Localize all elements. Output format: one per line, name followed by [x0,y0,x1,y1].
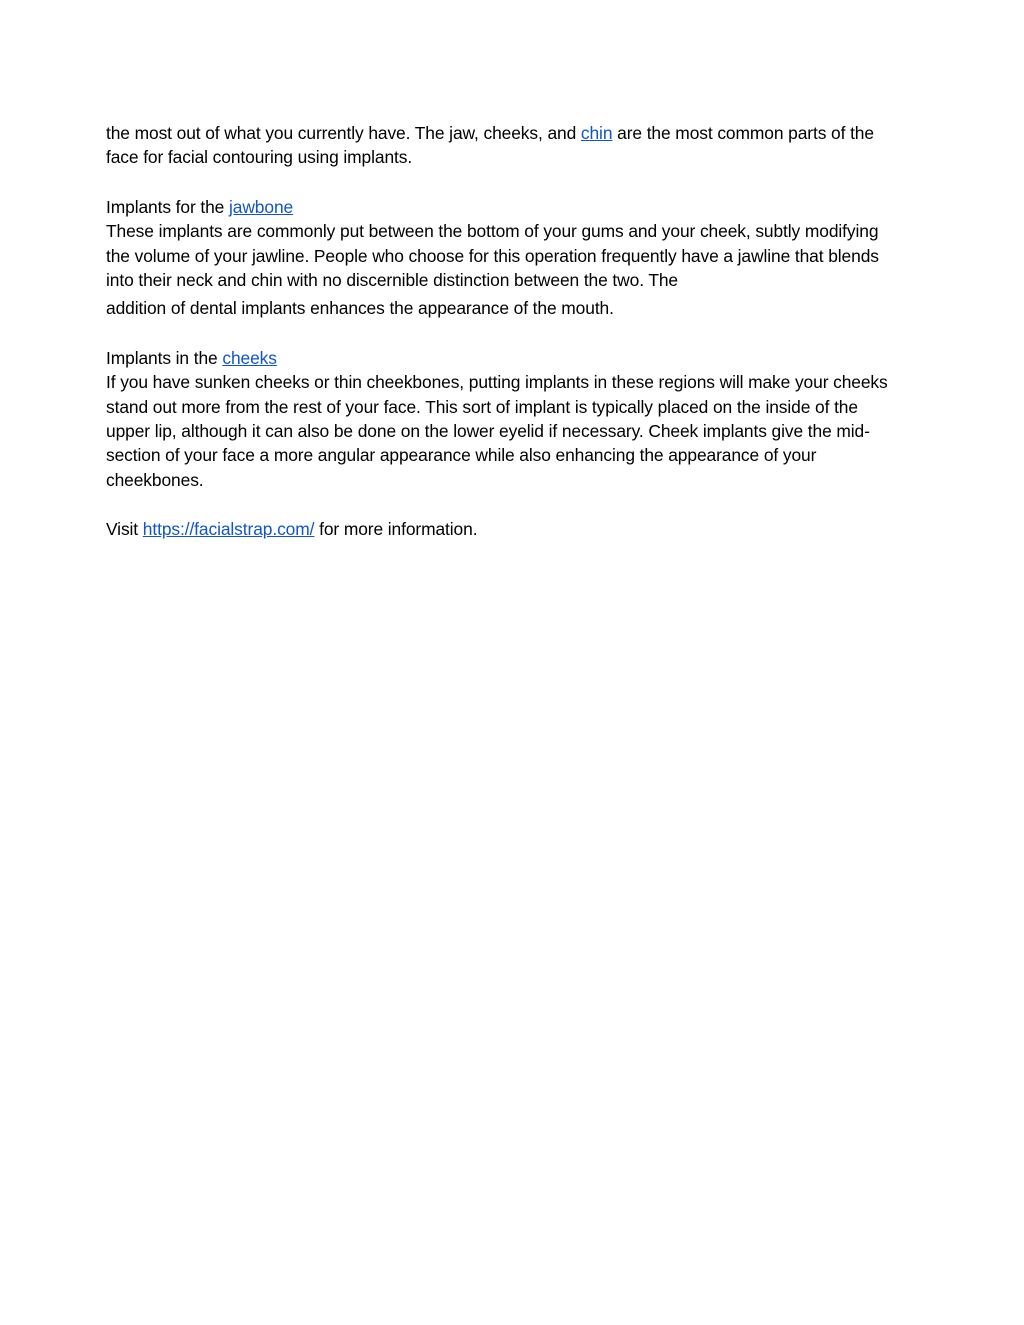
paragraph-spacer [106,492,906,517]
chin-link[interactable]: chin [580,123,613,143]
paragraph-spacer [106,170,906,195]
footer-prefix: Visit [106,519,143,540]
intro-text-before: the most out of what you currently have. The jaw, cheeks, and [106,123,581,143]
jawbone-body: These implants are commonly put between the bottom of your gums and your cheek, subtly modifying the volume of your jawline. People who choose for this operation frequently have a jawline that blends into their neck and chin with no discernible distinction between the two. The [106,221,879,291]
footer-suffix: for more information. [314,519,478,540]
jawbone-link[interactable]: jawbone [229,196,294,217]
cheeks-heading [106,346,906,370]
footer-paragraph [106,517,906,541]
cheeks-body: If you have sunken cheeks or thin cheekbones, putting implants in these regions will make your cheeks stand out more from the rest of your face. This sort of implant is typically placed on the inside of the upper lip, although it can also be done on the lower eyelid if necessary. Cheek implants give the mid-section of your face a more angular appearance while also enhancing the appearance of your cheekbones. [106,372,888,490]
jawbone-heading [106,195,906,219]
cheeks-heading-prefix: Implants in the [106,347,223,368]
intro-text-after: are the most common parts of the face for facial contouring using implants. [106,123,874,168]
cheeks-link[interactable]: cheeks [222,347,277,368]
jawbone-body-tail: addition of dental implants enhances the appearance of the mouth. [106,298,614,319]
facialstrap-link[interactable]: https://facialstrap.com/ [142,519,315,540]
paragraph-spacer [106,321,906,346]
intro-paragraph [106,121,906,170]
jawbone-heading-prefix: Implants for the [106,196,229,217]
document-body [106,121,906,542]
